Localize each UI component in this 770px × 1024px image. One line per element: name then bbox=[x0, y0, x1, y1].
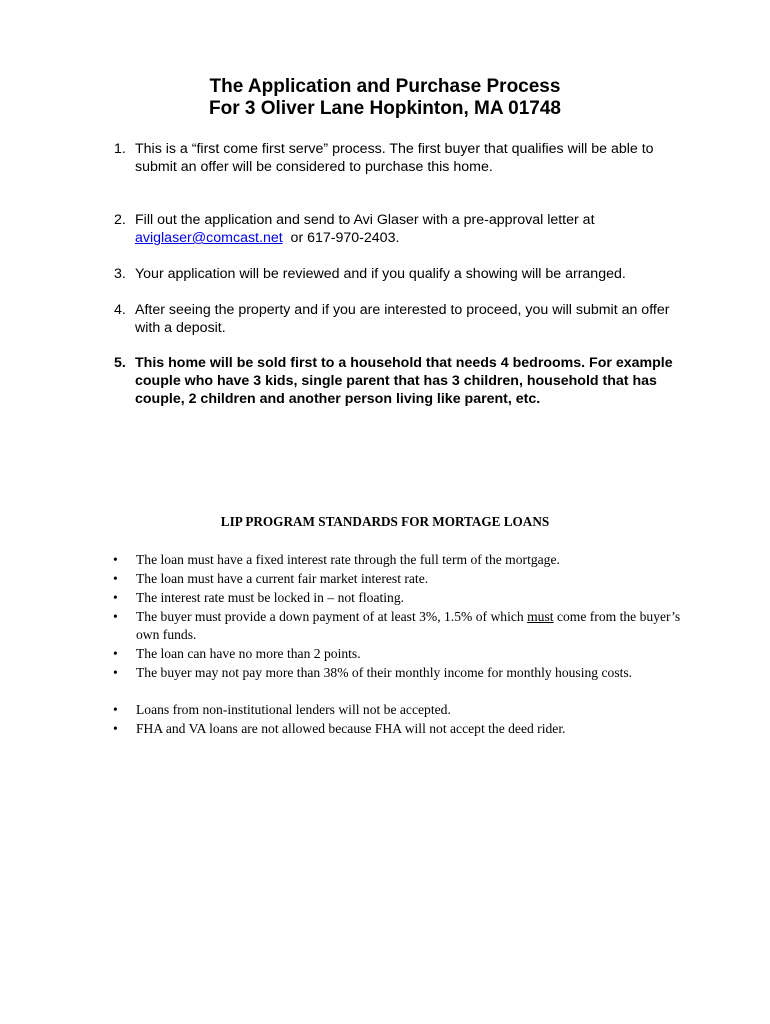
step-number: 4. bbox=[114, 302, 126, 318]
bullet-item bbox=[110, 608, 685, 644]
bullet-icon: • bbox=[113, 552, 118, 567]
step-item-2 bbox=[110, 211, 690, 247]
step-number: 5. bbox=[114, 355, 126, 371]
section-heading: LIP PROGRAM STANDARDS FOR MORTAGE LOANS bbox=[220, 514, 550, 529]
step-text: This is a “first come first serve” process. The first buyer that qualifies will be able to submit an offer will be considered to purchase this home. bbox=[135, 141, 654, 175]
step-item-1 bbox=[110, 140, 690, 176]
step-text bbox=[135, 211, 690, 247]
bullet-icon: • bbox=[113, 702, 118, 717]
step-text: After seeing the property and if you are interested to proceed, you will submit an offer with a deposit. bbox=[135, 302, 670, 336]
bullet-text: The loan must have a fixed interest rate through the full term of the mortgage. bbox=[136, 552, 560, 567]
bullet-text: The interest rate must be locked in – not floating. bbox=[136, 590, 405, 605]
step-text: This home will be sold first to a household that needs 4 bedrooms. For example couple who have 3 kids, single parent that has 3 children, household that has couple, 2 children and another person living like parent, etc. bbox=[135, 355, 673, 407]
bullet-text: FHA and VA loans are not allowed because FHA will not accept the deed rider. bbox=[136, 721, 566, 736]
bullet-item bbox=[110, 701, 685, 719]
bullet-text-after: come from the buyer’s own funds. bbox=[136, 609, 681, 642]
step-number: 3. bbox=[114, 266, 126, 282]
bullet-icon: • bbox=[113, 609, 118, 624]
bullet-icon: • bbox=[113, 590, 118, 605]
bullet-item bbox=[110, 551, 685, 569]
bullet-icon: • bbox=[113, 721, 118, 736]
bullet-text: The loan can have no more than 2 points. bbox=[136, 646, 361, 661]
step-number: 2. bbox=[114, 212, 126, 228]
bullet-item bbox=[110, 589, 685, 607]
bullet-item bbox=[110, 664, 685, 682]
bullet-text: The loan must have a current fair market interest rate. bbox=[136, 571, 429, 586]
step-item-5 bbox=[110, 354, 690, 408]
bullet-item bbox=[110, 570, 685, 588]
bullet-icon: • bbox=[113, 646, 118, 661]
step-text: Your application will be reviewed and if you qualify a showing will be arranged. bbox=[135, 266, 626, 282]
bullet-item bbox=[110, 720, 685, 738]
title-line-1: The Application and Purchase Process bbox=[209, 76, 561, 97]
bullet-text: The buyer may not pay more than 38% of their monthly income for monthly housing costs. bbox=[136, 665, 633, 680]
email-link[interactable]: aviglaser@comcast.net bbox=[135, 230, 283, 246]
step-text-after-email: or 617-970-2403. bbox=[282, 230, 400, 246]
bullet-text-before: The buyer must provide a down payment of at least 3%, 1.5% of which bbox=[136, 609, 528, 624]
bullet-icon: • bbox=[113, 571, 118, 586]
page-title bbox=[0, 76, 770, 120]
title-line-2: For 3 Oliver Lane Hopkinton, MA 01748 bbox=[209, 98, 561, 119]
bullet-text bbox=[136, 608, 685, 644]
step-text-before-email: Fill out the application and send to Avi Glaser with a pre-approval letter at bbox=[135, 212, 595, 228]
step-item-4 bbox=[110, 301, 690, 337]
bullet-icon: • bbox=[113, 665, 118, 680]
step-item-3 bbox=[110, 265, 690, 283]
step-number: 1. bbox=[114, 141, 126, 157]
bullet-text: Loans from non-institutional lenders will not be accepted. bbox=[136, 702, 451, 717]
underlined-word: must bbox=[527, 609, 554, 624]
bullet-item bbox=[110, 645, 685, 663]
